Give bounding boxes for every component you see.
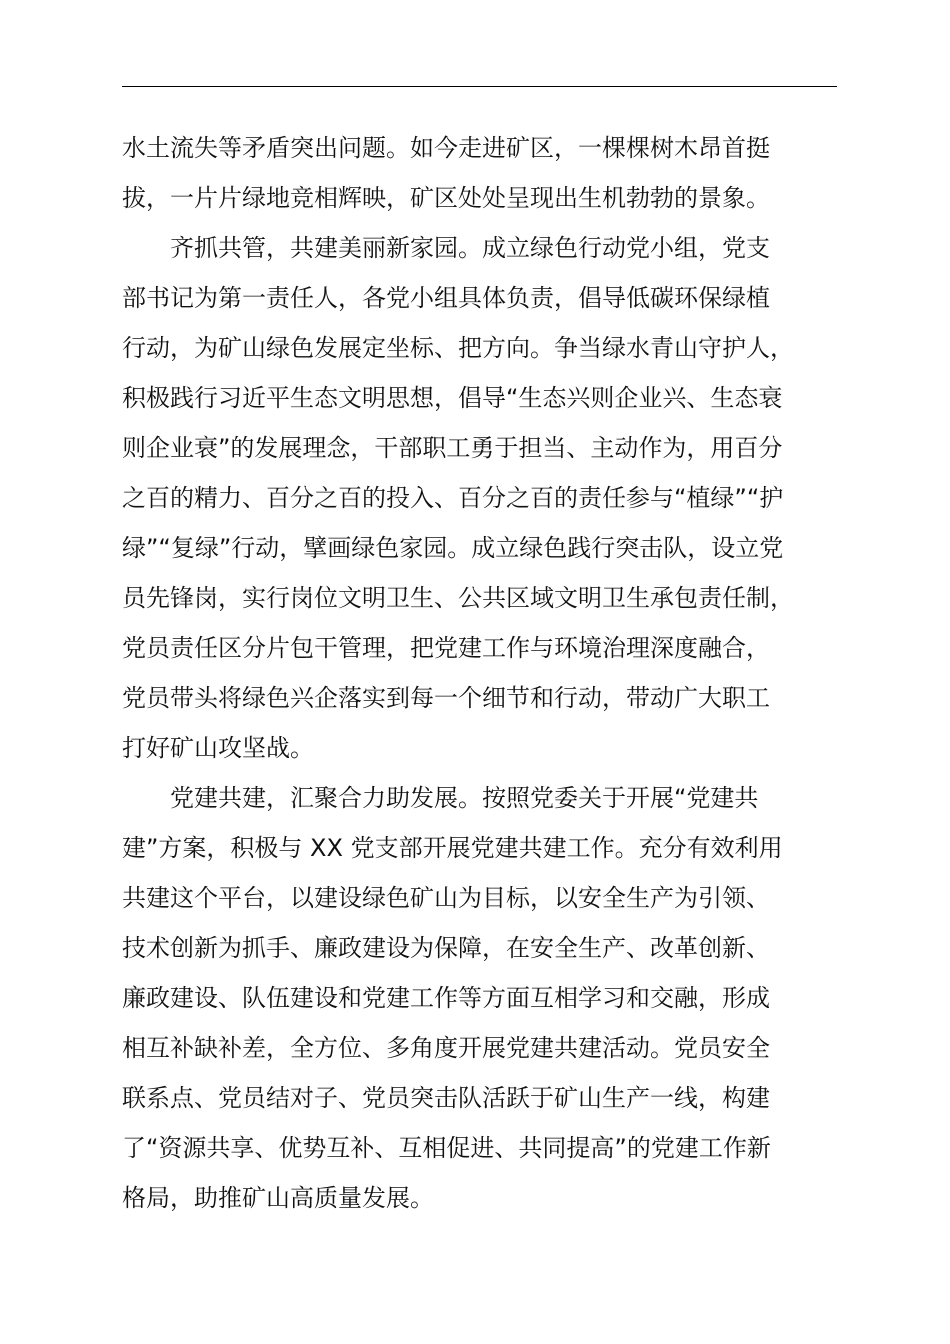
text-line: 格局，助推矿山高质量发展。 xyxy=(122,1184,434,1212)
text-line: 联系点、党员结对子、党员突击队活跃于矿山生产一线，构建 xyxy=(122,1084,770,1112)
text-line: 共建这个平台，以建设绿色矿山为目标，以安全生产为引领、 xyxy=(122,884,770,912)
text-line: 党员带头将绿色兴企落实到每一个细节和行动，带动广大职工 xyxy=(122,684,770,712)
text-line: 相互补缺补差，全方位、多角度开展党建共建活动。党员安全 xyxy=(122,1034,770,1062)
paragraph-first-line: 齐抓共管，共建美丽新家园。成立绿色行动党小组，党支 xyxy=(170,234,770,262)
text-line: 建”方案，积极与 XX 党支部开展党建共建工作。充分有效利用 xyxy=(122,834,783,862)
paragraph-first-line: 党建共建，汇聚合力助发展。按照党委关于开展“党建共 xyxy=(170,784,759,812)
text-line: 技术创新为抓手、廉政建设为保障，在安全生产、改革创新、 xyxy=(122,934,770,962)
text-line: 廉政建设、队伍建设和党建工作等方面互相学习和交融，形成 xyxy=(122,984,770,1012)
text-line: 打好矿山攻坚战。 xyxy=(122,734,314,762)
text-line: 积极践行习近平生态文明思想，倡导“生态兴则企业兴、生态衰 xyxy=(122,384,783,412)
header-rule xyxy=(122,86,837,87)
text-line: 了“资源共享、优势互补、互相促进、共同提高”的党建工作新 xyxy=(122,1134,771,1162)
text-line: 水土流失等矛盾突出问题。如今走进矿区，一棵棵树木昂首挺 xyxy=(122,134,770,162)
text-line: 员先锋岗，实行岗位文明卫生、公共区域文明卫生承包责任制， xyxy=(122,584,794,612)
text-line: 之百的精力、百分之百的投入、百分之百的责任参与“植绿”“护 xyxy=(122,484,784,512)
text-line: 行动，为矿山绿色发展定坐标、把方向。争当绿水青山守护人， xyxy=(122,334,794,362)
text-line: 党员责任区分片包干管理，把党建工作与环境治理深度融合， xyxy=(122,634,770,662)
text-line: 拔，一片片绿地竞相辉映，矿区处处呈现出生机勃勃的景象。 xyxy=(122,184,770,212)
text-line: 绿”“复绿”行动，擘画绿色家园。成立绿色践行突击队，设立党 xyxy=(122,534,784,562)
text-line: 部书记为第一责任人，各党小组具体负责，倡导低碳环保绿植 xyxy=(122,284,770,312)
text-line: 则企业衰”的发展理念，干部职工勇于担当、主动作为，用百分 xyxy=(122,434,783,462)
body-text xyxy=(122,123,862,1223)
